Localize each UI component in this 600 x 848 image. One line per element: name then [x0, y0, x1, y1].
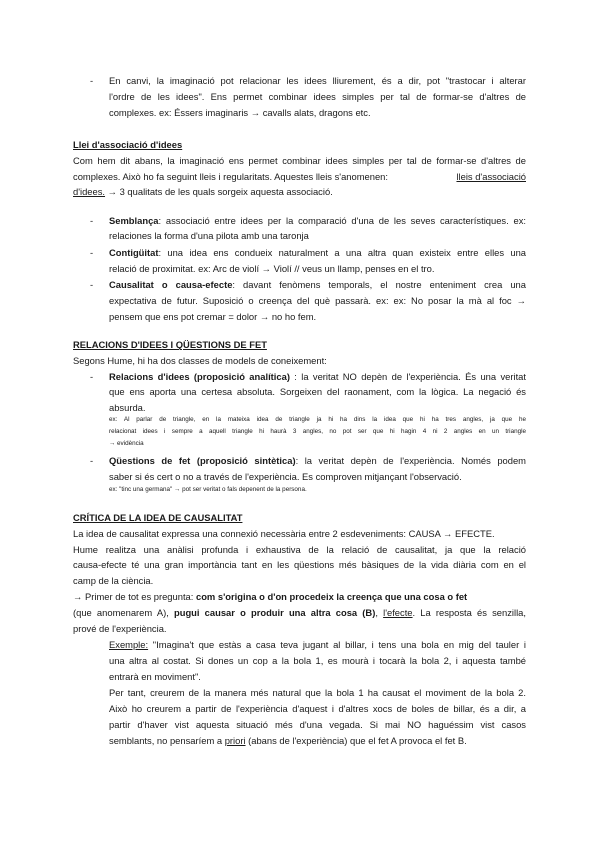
contiguitat-line-2: relació de proximitat. ex: Arc de violí → Violí // veus un llamp, penses en el tro.: [109, 263, 435, 274]
relacions-item2-line-2: saber si és cert o no a través de l'experiència. Es comproven mitjançant l'observació.: [109, 471, 462, 482]
lleis-line-3-text: → 3 qualitats de les quals sorgeix aquesta associació.: [105, 186, 333, 197]
conclusion-line-2: Això ho creurem a partir de l'experiència d'aquest i d'altres xocs de boles de billar, és a dir, a: [109, 703, 526, 714]
conclusion-post: (abans de l'experiència) que el fet A provoca el fet B.: [245, 735, 467, 746]
critica-p3: [73, 589, 467, 604]
conclusion-link: priori: [224, 735, 246, 746]
semblanca-text: : associació entre idees per la comparació d'una de les seves característiques. ex:: [158, 215, 526, 226]
contiguitat-line-1: [109, 245, 526, 260]
example-line-2: una altra al costat. Si dones un cop a la bola 1, es mourà i tocarà la bola 2, i aquesta també: [109, 655, 526, 666]
lleis-line-2: [73, 169, 526, 184]
semblanca-term: Semblança: [109, 215, 159, 226]
intro-line-1: En canvi, la imaginació pot relacionar les idees lliurement, és a dir, pot "trastocar i alterar: [109, 75, 526, 86]
causalitat-line-2: expectativa de futur. Suposició o creença del què passarà. ex: ex: No posar la mà al foc →: [109, 295, 526, 306]
lleis-line-3: [73, 184, 333, 199]
example-line-3: entrarà en moviment".: [109, 671, 201, 682]
example-label: Exemple:: [109, 639, 149, 650]
intro-line-2: l'ordre de les idees". Ens permet combinar idees simples per tal de formar-se d'altres de: [109, 91, 526, 102]
critica-heading: CRÍTICA DE LA IDEA DE CAUSALITAT: [73, 512, 243, 523]
conclusion-line-3: partir d'haver vist aquesta situació més d'una vegada. Si mai NO haguéssim vist casos: [109, 719, 526, 730]
critica-p2-line-3: camp de la ciència.: [73, 575, 154, 586]
critica-p4: [73, 605, 526, 620]
bullet-dash: -: [90, 371, 94, 382]
relacions-item2-text: : la veritat depèn de l'experiència. Només podem: [295, 455, 526, 466]
example-text: "Imagina't que estàs a casa teva jugant al billar, i tens una bola en mig del tauler i: [148, 639, 526, 650]
bullet-dash: -: [90, 75, 94, 86]
critica-p2-line-2: causa-efecte té una gran importància tant en les qüestions més bàsiques de la vida diària com en el: [73, 559, 526, 570]
conclusion-pre: semblants, no pensaríem a: [109, 735, 225, 746]
intro-line-3: complexes. ex: Éssers imaginaris → cavalls alats, dragons etc.: [109, 107, 371, 118]
relacions-item2-term: Qüestions de fet (proposició sintètica): [109, 455, 296, 466]
relacions-item1-text: : la veritat NO depèn de l'experiència. És una veritat: [289, 371, 526, 382]
conclusion-line-4: [109, 733, 467, 748]
causalitat-term: Causalitat o causa-efecte: [109, 279, 233, 290]
lleis-line-2-text: complexes. Això ho fa seguint lleis i regularitats. Aquestes lleis s'anomenen:: [73, 171, 388, 182]
bullet-dash: -: [90, 455, 94, 466]
relacions-item1-line-3: absurda.: [109, 402, 146, 413]
relacions-item1-example-2: relacionat idees i sempre a aquell triangle hi haurà 3 angles, no pot ser que hi hagin 4 ni 2 angles en un triangle: [109, 428, 526, 435]
relacions-item1-example-1: ex: Al parlar de triangle, en la mateixa idea de triangle ja hi ha dins la idea que hi ha tres angles, ja que he: [109, 416, 526, 423]
relacions-item2-example: ex: "tinc una germana" → pot ser veritat o fals depenent de la persona.: [109, 486, 307, 493]
relacions-intro: Segons Hume, hi ha dos classes de models de coneixement:: [73, 355, 327, 366]
critica-p4-link: l'efecte: [383, 607, 413, 618]
bullet-dash: -: [90, 215, 94, 226]
relacions-heading: RELACIONS D'IDEES I QÜESTIONS DE FET: [73, 339, 267, 350]
lleis-heading: Llei d'associació d'idees: [73, 139, 183, 150]
relacions-item2-line-1: [109, 453, 526, 468]
critica-p4-mid: ,: [375, 607, 384, 618]
semblanca-line-1: [109, 213, 526, 228]
bullet-dash: -: [90, 279, 94, 290]
lleis-line-1: Com hem dit abans, la imaginació ens permet combinar idees simples per tal de formar-se d'altres de: [73, 155, 526, 166]
lleis-link-2: d'idees.: [73, 186, 106, 197]
critica-p3-bold: com s'origina o d'on procedeix la creença que una cosa o fet: [195, 591, 468, 602]
contiguitat-term: Contigüitat: [109, 247, 159, 258]
relacions-item1-example-3: → evidència: [109, 440, 144, 447]
causalitat-line-3: pensem que ens pot cremar = dolor → no ho fem.: [109, 311, 317, 322]
critica-p3-pre: → Primer de tot es pregunta:: [73, 591, 196, 602]
semblanca-line-2: relaciones la forma d'una pilota amb una taronja: [109, 230, 309, 241]
critica-p2-line-1: Hume realitza una anàlisi profunda i exhaustiva de la relació de causalitat, ja que la relació: [73, 544, 526, 555]
lleis-link-1: lleis d'associació: [456, 171, 526, 182]
critica-p4-bold: pugui causar o produir una altra cosa (B): [173, 607, 376, 618]
critica-p4-post: . La resposta és senzilla,: [412, 607, 526, 618]
critica-p4-pre: (que anomenarem A),: [73, 607, 174, 618]
relacions-item1-line-1: [109, 369, 526, 384]
conclusion-line-1: Per tant, creurem de la manera més natural que la bola 1 ha causat el moviment de la bola 2.: [109, 687, 526, 698]
contiguitat-text: : una idea ens condueix naturalment a una altra quan existeix entre elles una: [158, 247, 526, 258]
causalitat-line-1: [109, 277, 526, 292]
causalitat-text: : davant fenòmens temporals, el nostre enteniment crea una: [232, 279, 526, 290]
critica-p5: prové de l'experiència.: [73, 623, 167, 634]
relacions-item1-line-2: que ens aporta una certesa absoluta. Sorgeixen del raonament, com la lògica. La negació és: [109, 386, 526, 397]
example-line-1: [109, 637, 526, 652]
bullet-dash: -: [90, 247, 94, 258]
critica-p1: La idea de causalitat expressa una connexió necessària entre 2 esdeveniments: CAUSA → EFECTE.: [73, 528, 495, 539]
relacions-item1-term: Relacions d'idees (proposició analítica): [109, 371, 290, 382]
